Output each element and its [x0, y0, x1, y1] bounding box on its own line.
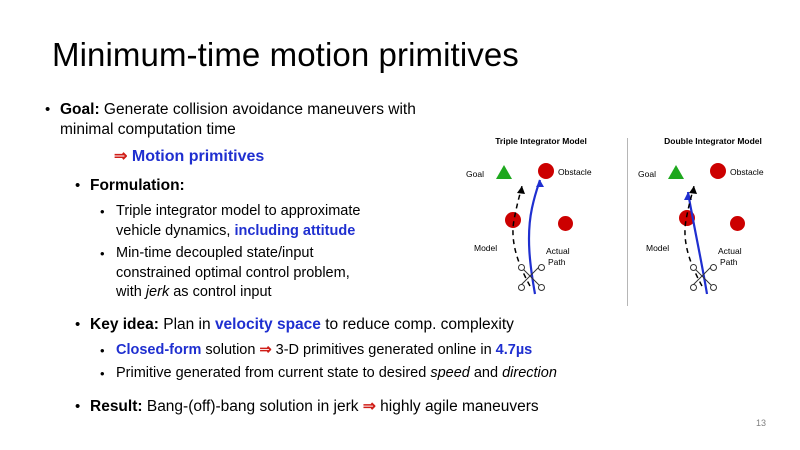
closed-form-b: 3-D primitives generated online in: [271, 342, 496, 358]
result-label: Result:: [90, 398, 143, 415]
result-b: highly agile maneuvers: [375, 398, 539, 415]
body-content-bottom: [42, 315, 742, 423]
figure-right-obstacle-label: Obstacle: [730, 167, 764, 177]
bullet-formulation: [72, 176, 472, 196]
key-idea-c: to reduce comp. complexity: [320, 316, 514, 333]
figure-triple-integrator-title: Triple Integrator Model: [495, 136, 587, 146]
figure-left-goal-label: Goal: [466, 169, 484, 179]
formulation-2e: as control input: [169, 284, 272, 300]
figure-right-model-label: Model: [646, 243, 670, 253]
figure-left-obstacle-label: Obstacle: [558, 167, 592, 177]
key-idea-b: velocity space: [214, 316, 321, 333]
key-idea-label: Key idea:: [90, 316, 159, 333]
bullet-formulation-2: [96, 244, 472, 303]
body-content-left: [42, 100, 472, 306]
formulation-1c: including attitude: [234, 222, 356, 239]
page-number: 13: [755, 418, 766, 428]
bullet-formulation-1: [96, 202, 472, 241]
figure-left-actual-label-2: Path: [548, 257, 566, 267]
bullet-result: [72, 397, 742, 417]
figure-divider: [627, 138, 628, 306]
goal-label: Goal:: [60, 101, 100, 118]
figure-triple-integrator: [462, 136, 620, 311]
formulation-2a: Min-time decoupled state/input: [116, 245, 314, 261]
key-idea-a: Plan in: [158, 316, 215, 333]
closed-form-label: Closed-form: [116, 342, 202, 358]
bullet-goal: [42, 100, 472, 140]
figure-right-actual-label-2: Path: [720, 257, 738, 267]
figure-left-node-3: [518, 284, 525, 291]
formulation-label: Formulation:: [90, 177, 185, 194]
formulation-2b: constrained optimal control problem,: [116, 264, 350, 281]
bullet-primitive: [96, 364, 742, 384]
bullet-closed-form: [96, 341, 742, 361]
result-a: Bang-(off)-bang solution in jerk: [142, 398, 363, 415]
figure-double-integrator-title: Double Integrator Model: [664, 136, 762, 146]
formulation-2d: jerk: [145, 284, 170, 300]
figure-left-node-2: [538, 264, 545, 271]
figure-left-node-1: [518, 264, 525, 271]
figure-right-node-3: [690, 284, 697, 291]
closed-form-arrow-icon: ⇒: [259, 342, 272, 358]
motion-primitives-arrow-icon: ⇒: [114, 148, 128, 165]
primitive-b: speed: [430, 364, 470, 381]
motion-primitives-line: [114, 146, 472, 168]
figure-right-node-1: [690, 264, 697, 271]
figure-right-node-4: [710, 284, 717, 291]
motion-primitives-text: Motion primitives: [131, 148, 265, 165]
figure-right-actual-label-1: Actual: [718, 246, 742, 256]
closed-form-a: solution: [201, 342, 260, 358]
figure-left-actual-label-1: Actual: [546, 246, 570, 256]
figure-right-node-2: [710, 264, 717, 271]
figure-right-goal-label: Goal: [638, 169, 656, 179]
figure-left-model-label: Model: [474, 243, 498, 253]
closed-form-c: 4.7µs: [495, 342, 533, 358]
figure-panel: [462, 136, 792, 311]
formulation-2c: with: [116, 284, 146, 300]
formulation-1b: vehicle dynamics,: [116, 222, 235, 239]
page-title: Minimum-time motion primitives: [52, 36, 519, 73]
primitive-a: Primitive generated from current state to desired: [116, 364, 431, 381]
bullet-key-idea: [72, 315, 742, 335]
figure-left-node-4: [538, 284, 545, 291]
primitive-c: and: [469, 364, 503, 381]
primitive-d: direction: [502, 364, 557, 381]
goal-text: Generate collision avoidance maneuvers with minimal computation time: [60, 101, 416, 138]
figure-double-integrator: [634, 136, 792, 311]
formulation-1a: Triple integrator model to approximate: [116, 203, 361, 219]
result-arrow-icon: ⇒: [362, 398, 376, 415]
